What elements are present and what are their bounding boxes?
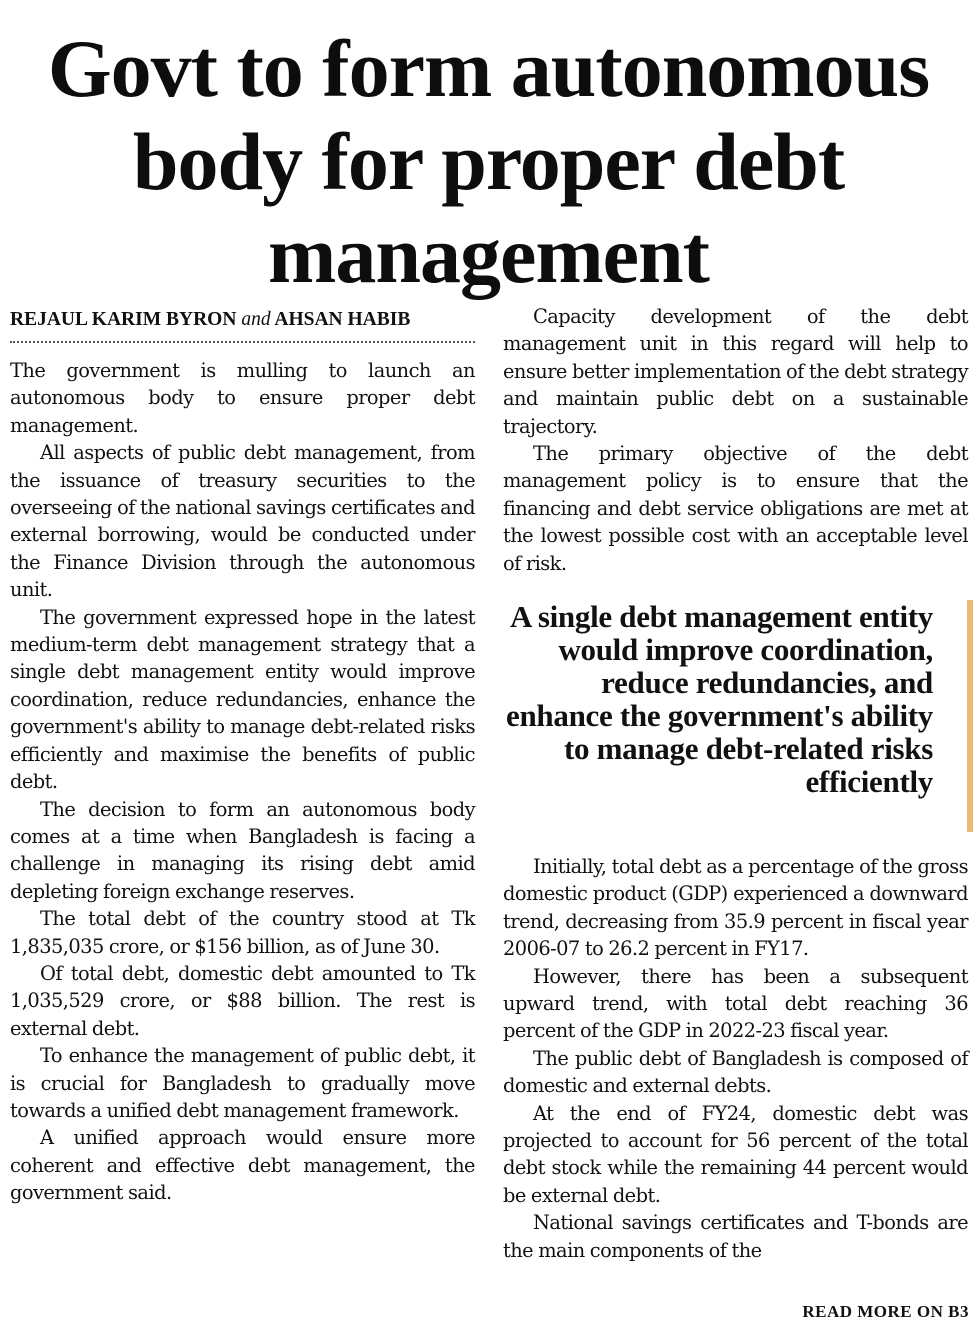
pull-quote (503, 600, 973, 832)
right-column-top (503, 303, 968, 577)
headline-line-3: management (268, 209, 709, 300)
paragraph: Capacity development of the debt management unit in this regard will help to ensure better implementation of the debt strategy and maintain public debt on a sustainable trajectory. (503, 305, 968, 438)
paragraph: The primary objective of the debt management policy is to ensure that the financing and debt service obligations are met at the lowest possible cost with an acceptable level of risk. (503, 442, 968, 575)
paragraph: The decision to form an autonomous body comes at a time when Bangladesh is facing a challenge in managing its rising debt amid depleting foreign exchange reserves. (10, 797, 475, 903)
left-column (10, 357, 475, 1207)
read-more-link[interactable]: READ MORE ON B3 (802, 1302, 969, 1321)
headline-line-2: body for proper debt (132, 116, 845, 207)
paragraph: National savings certificates and T-bonds are the main components of the (503, 1211, 968, 1262)
paragraph: The public debt of Bangladesh is composed of domestic and external debts. (503, 1046, 968, 1098)
pull-quote-text: A single debt management entity would improve coordination, reduce redundancies, and enhance the government's ability to manage debt-related risks efficiently (506, 599, 933, 799)
paragraph: To enhance the management of public debt, it is crucial for Bangladesh to gradually move towards a unified debt management framework. (10, 1044, 475, 1122)
paragraph: A unified approach would ensure more coherent and effective debt management, the government said. (10, 1126, 475, 1205)
paragraph: The total debt of the country stood at Tk 1,835,035 crore, or $156 billion, as of June 30. (10, 907, 475, 958)
paragraph: Initially, total debt as a percentage of the gross domestic product (GDP) experienced a downward trend, decreasing from 35.9 percent in fiscal year 2006-07 to 26.2 percent in FY17. (503, 855, 968, 961)
paragraph: All aspects of public debt management, from the issuance of treasury securities to the overseeing of the national savings certificates and external borrowing, would be conducted under the Finance Division through the autonomous unit. (10, 441, 475, 602)
paragraph: The government is mulling to launch an autonomous body to ensure proper debt management. (10, 359, 475, 437)
byline (10, 307, 475, 343)
paragraph: The government expressed hope in the latest medium-term debt management strategy that a single debt management entity would improve coordination, reduce redundancies, enhance the government's ability to manage debt-related risks efficiently and maximise the benefits of public debt. (10, 605, 475, 794)
right-column-bottom (503, 853, 968, 1264)
headline-line-1: Govt to form autonomous (47, 23, 930, 114)
headline (0, 22, 977, 301)
paragraph: However, there has been a subsequent upward trend, with total debt reaching 36 percent of the GDP in 2022-23 fiscal year. (503, 964, 968, 1043)
paragraph: Of total debt, domestic debt amounted to Tk 1,035,529 crore, or $88 billion. The rest is external debt. (10, 961, 475, 1040)
byline-author-1: REJAUL KARIM BYRON (10, 309, 237, 330)
byline-joiner: and (241, 309, 271, 330)
byline-author-2: AHSAN HABIB (274, 309, 411, 330)
paragraph: At the end of FY24, domestic debt was projected to account for 56 percent of the total debt stock while the remaining 44 percent would be external debt. (503, 1101, 968, 1207)
